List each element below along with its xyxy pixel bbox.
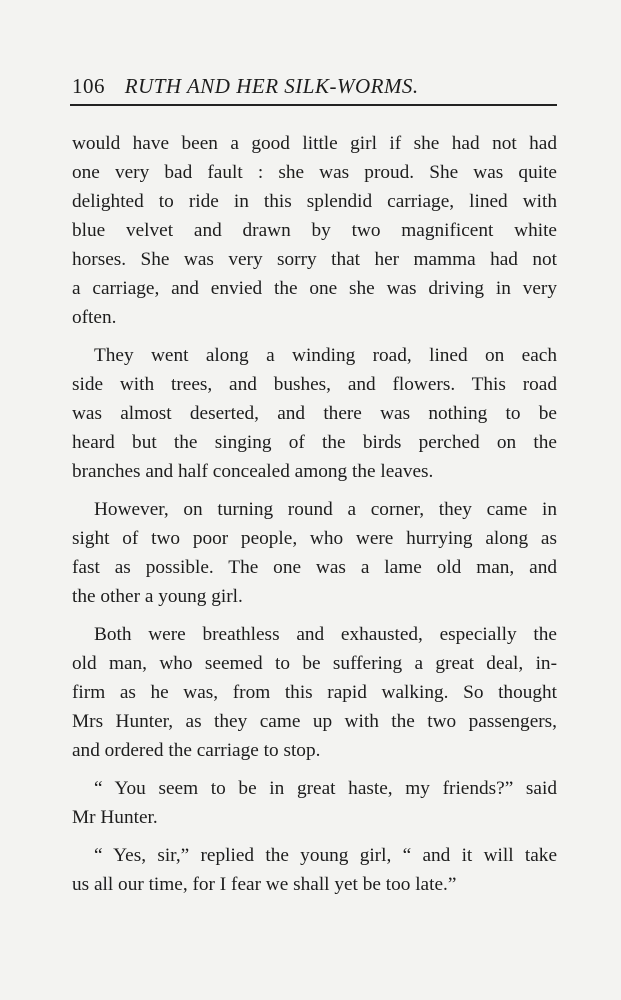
- text-line: us all our time, for I fear we shall yet be too late.”: [72, 874, 457, 895]
- header-rule: [70, 104, 557, 106]
- text-line: one very bad fault : she was proud. She was quite: [72, 162, 557, 183]
- text-line: sight of two poor people, who were hurrying along as: [72, 528, 557, 549]
- text-line: a carriage, and envied the one she was driving in very: [72, 278, 557, 299]
- running-title: RUTH AND HER SILK-WORMS.: [124, 74, 419, 98]
- text-line: heard but the singing of the birds perched on the: [72, 432, 557, 453]
- text-line: delighted to ride in this splendid carriage, lined with: [72, 191, 557, 212]
- text-line: often.: [72, 307, 117, 328]
- paragraph: [72, 129, 557, 332]
- text-line: blue velvet and drawn by two magnificent white: [72, 220, 557, 241]
- page-body: [72, 129, 557, 908]
- text-line: However, on turning round a corner, they came in: [94, 499, 557, 520]
- text-line: branches and half concealed among the leaves.: [72, 461, 434, 482]
- paragraph: [72, 495, 557, 611]
- paragraph: [72, 620, 557, 765]
- text-line: “ Yes, sir,” replied the young girl, “ and it will take: [94, 845, 557, 866]
- text-line: was almost deserted, and there was nothing to be: [72, 403, 557, 424]
- text-line: would have been a good little girl if she had not had: [72, 133, 557, 154]
- text-line: Both were breathless and exhausted, especially the: [94, 624, 557, 645]
- paragraph: [72, 341, 557, 486]
- text-line: old man, who seemed to be suffering a great deal, in-: [72, 653, 557, 674]
- text-line: and ordered the carriage to stop.: [72, 740, 321, 761]
- page-number: 106: [72, 74, 105, 98]
- text-line: Mr Hunter.: [72, 807, 158, 828]
- text-line: the other a young girl.: [72, 586, 243, 607]
- text-line: side with trees, and bushes, and flowers. This road: [72, 374, 557, 395]
- text-line: “ You seem to be in great haste, my friends?” said: [94, 778, 557, 799]
- text-line: fast as possible. The one was a lame old man, and: [72, 557, 557, 578]
- paragraph: [72, 841, 557, 899]
- text-line: Mrs Hunter, as they came up with the two passengers,: [72, 711, 557, 732]
- text-line: horses. She was very sorry that her mamma had not: [72, 249, 557, 270]
- paragraph: [72, 774, 557, 832]
- running-header: [72, 74, 558, 99]
- text-line: firm as he was, from this rapid walking. So thought: [72, 682, 557, 703]
- text-line: They went along a winding road, lined on each: [94, 345, 557, 366]
